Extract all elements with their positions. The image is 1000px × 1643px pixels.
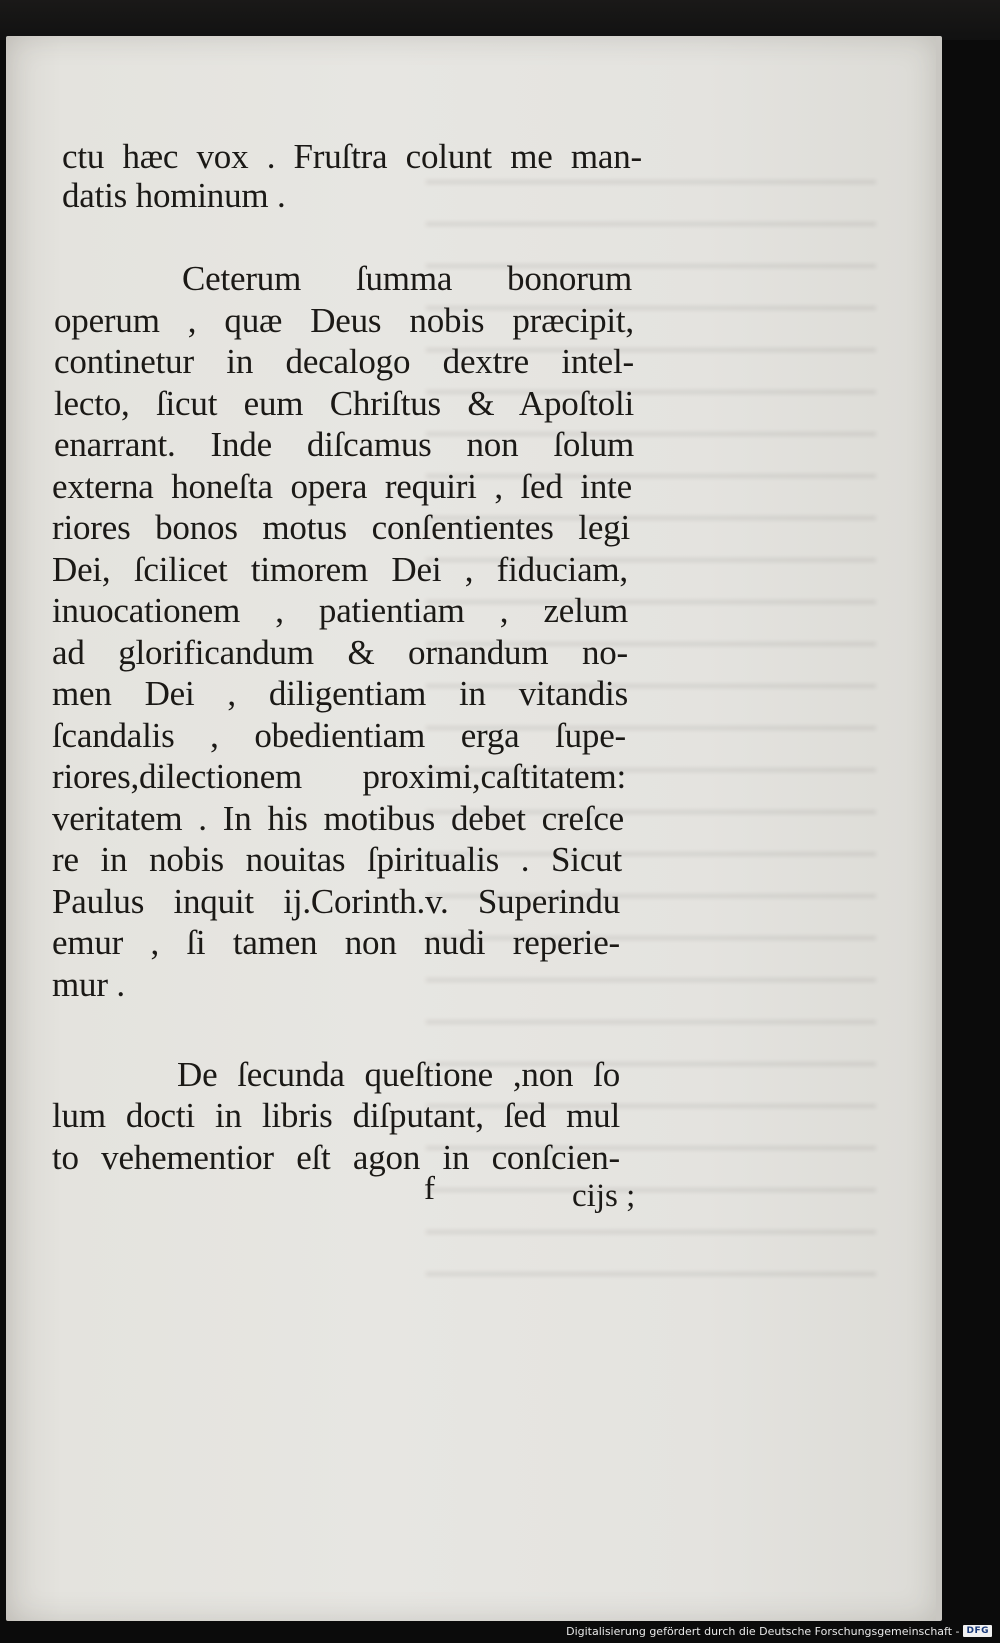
text-line-5: continetur in decalogo dextre intel- [54,342,634,381]
text-line-3: Ceterum ſumma bonorum [182,259,632,298]
dfg-logo: DFG [963,1625,992,1637]
text-line-18: Paulus inquit ij.Corinth.v. Superindu [52,882,620,921]
text-line-11: inuocationem , patientiam , zelum [52,591,628,630]
text-line-7: enarrant. Inde diſcamus non ſolum [54,425,634,464]
text-line-17: re in nobis nouitas ſpiritualis . Sicut [52,840,622,879]
text-line-12: ad glorificandum & ornandum no- [52,633,628,672]
text-line-22: lum docti in libris diſputant, ſed mul [52,1096,620,1135]
signature-mark: f [424,1171,435,1207]
text-line-10: Dei, ſcilicet timorem Dei , fiduciam, [52,550,628,589]
text-line-6: lecto, ſicut eum Chriſtus & Apoſtoli [54,384,634,423]
text-line-2: datis hominum . [62,176,286,215]
text-line-8: externa honeſta opera requiri , ſed inte [52,467,632,506]
book-page [6,36,942,1621]
credit-text: Digitalisierung gefördert durch die Deutsche Forschungsgemeinschaft - [566,1624,960,1638]
text-line-14: ſcandalis , obedientiam erga ſupe- [52,716,626,755]
text-line-23: to vehementior eſt agon in conſcien- [52,1138,620,1177]
digitization-credit [566,1623,992,1639]
text-line-4: operum , quæ Deus nobis præcipit, [54,301,634,340]
text-line-16: veritatem . In his motibus debet creſce [52,799,624,838]
text-line-1: ctu hæc vox . Fruſtra colunt me man- [62,137,642,176]
scan-top-edge [0,0,1000,40]
text-line-21: De ſecunda queſtione ,non ſo [177,1055,620,1094]
text-line-19: emur , ſi tamen non nudi reperie- [52,923,620,962]
text-line-20: mur . [52,965,125,1004]
text-line-13: men Dei , diligentiam in vitandis [52,674,628,713]
catchword: cijs ; [572,1178,636,1214]
text-line-15: riores,dilectionem proximi,caſtitatem: [52,757,626,796]
text-line-9: riores bonos motus conſentientes legi [52,508,630,547]
